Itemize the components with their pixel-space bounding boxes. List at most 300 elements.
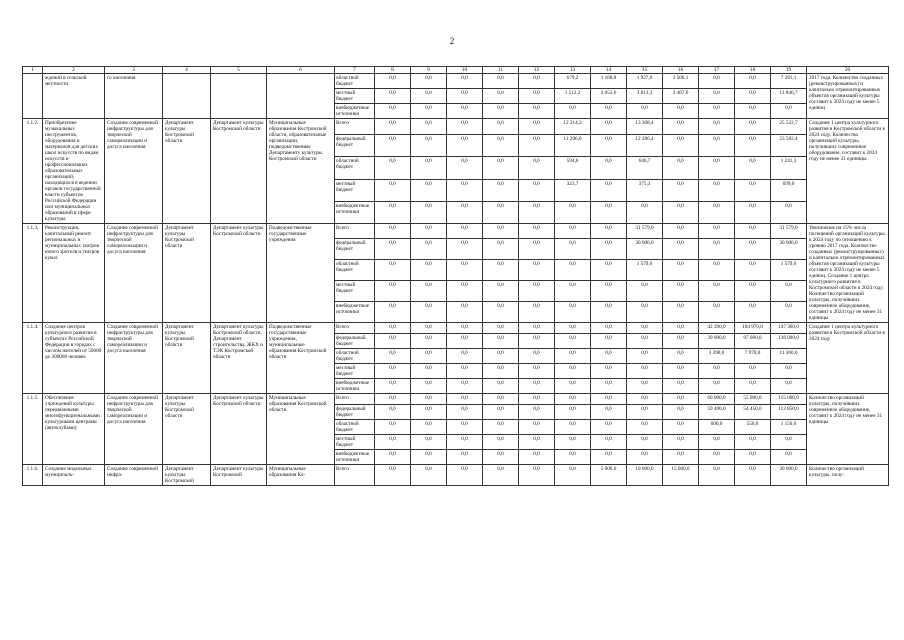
- amount-cell: 0,0: [591, 420, 627, 435]
- column-number: 16: [663, 67, 699, 74]
- result-text: Создание 1 центра культурного развития в Костромской области в 2024 году: [807, 323, 889, 394]
- amount-cell: 0,0: [771, 302, 807, 323]
- column-number: 10: [447, 67, 483, 74]
- measure-name: ждений в сельской местности: [43, 74, 105, 119]
- amount-cell: 0,0: [519, 420, 555, 435]
- table-row: [23, 394, 889, 405]
- budget-table: [22, 66, 889, 486]
- customer-text: Департамент культуры Костромской области: [163, 394, 211, 465]
- executor-text: [211, 74, 267, 119]
- amount-cell: 0,0: [375, 74, 411, 89]
- amount-cell: 375,3: [627, 179, 663, 201]
- funding-source: Всего: [335, 119, 375, 135]
- recipient-text: Подведомственные государственные учреждения, муниципальные образования Костромской области: [267, 323, 335, 394]
- amount-cell: 699,0: [771, 179, 807, 201]
- amount-cell: 0,0: [735, 281, 771, 302]
- amount-cell: 0,0: [411, 323, 447, 334]
- amount-cell: 0,0: [591, 260, 627, 281]
- amount-cell: 0,0: [591, 224, 627, 239]
- amount-cell: 0,0: [519, 179, 555, 201]
- amount-cell: 0,0: [699, 379, 735, 394]
- amount-cell: 0,0: [735, 104, 771, 119]
- amount-cell: 0,0: [663, 119, 699, 135]
- amount-cell: 0,0: [411, 405, 447, 420]
- funding-source: внебюджетные источники: [335, 379, 375, 394]
- amount-cell: 11 846,7: [771, 89, 807, 104]
- amount-cell: 0,0: [519, 135, 555, 157]
- amount-cell: 0,0: [411, 119, 447, 135]
- amount-cell: 0,0: [375, 260, 411, 281]
- column-number: 5: [211, 67, 267, 74]
- amount-cell: 0,0: [375, 450, 411, 465]
- funding-source: Всего: [335, 394, 375, 405]
- amount-cell: 0,0: [771, 364, 807, 379]
- column-number: 17: [699, 67, 735, 74]
- amount-cell: 1 579,0: [627, 260, 663, 281]
- amount-cell: 0,0: [627, 334, 663, 349]
- amount-cell: 0,0: [375, 239, 411, 260]
- amount-cell: 0,0: [663, 405, 699, 420]
- amount-cell: 0,0: [771, 104, 807, 119]
- amount-cell: 0,0: [555, 201, 591, 223]
- amount-cell: 0,0: [591, 379, 627, 394]
- funding-source: местный бюджет: [335, 89, 375, 104]
- amount-cell: 0,0: [555, 260, 591, 281]
- recipient-text: Муниципальные образования Ко-: [267, 465, 335, 486]
- amount-cell: 0,0: [519, 119, 555, 135]
- amount-cell: 0,0: [555, 323, 591, 334]
- amount-cell: 0,0: [735, 379, 771, 394]
- amount-cell: 0,0: [627, 450, 663, 465]
- amount-cell: 0,0: [411, 201, 447, 223]
- amount-cell: 0,0: [483, 364, 519, 379]
- amount-cell: 0,0: [519, 394, 555, 405]
- column-number: 1: [23, 67, 43, 74]
- amount-cell: 0,0: [555, 435, 591, 450]
- amount-cell: 42 390,0: [699, 323, 735, 334]
- amount-cell: 0,0: [375, 224, 411, 239]
- amount-cell: 0,0: [411, 364, 447, 379]
- amount-cell: 0,0: [627, 302, 663, 323]
- amount-cell: 0,0: [519, 405, 555, 420]
- amount-cell: 0,0: [519, 435, 555, 450]
- amount-cell: 0,0: [519, 260, 555, 281]
- amount-cell: 0,0: [699, 465, 735, 486]
- amount-cell: 0,0: [591, 364, 627, 379]
- amount-cell: 0,0: [555, 379, 591, 394]
- column-number: 3: [105, 67, 163, 74]
- amount-cell: 550,0: [735, 420, 771, 435]
- amount-cell: 0,0: [375, 104, 411, 119]
- amount-cell: 0,0: [483, 157, 519, 179]
- page-number: 2: [449, 36, 455, 46]
- amount-cell: 0,0: [447, 302, 483, 323]
- result-text: Количество организаций культуры, полу-: [807, 465, 889, 486]
- amount-cell: 0,0: [411, 379, 447, 394]
- amount-cell: 0,0: [735, 364, 771, 379]
- amount-cell: 0,0: [555, 239, 591, 260]
- amount-cell: 136 000,0: [771, 334, 807, 349]
- recipient-text: Муниципальные образования Костромской области, образовательные организации, подведомственные Департаменту культуры Костромской области: [267, 119, 335, 224]
- amount-cell: 0,0: [447, 201, 483, 223]
- amount-cell: 0,0: [591, 394, 627, 405]
- amount-cell: 3 390,0: [699, 349, 735, 364]
- table-row: [23, 119, 889, 135]
- amount-cell: 0,0: [447, 135, 483, 157]
- table-row: [23, 323, 889, 334]
- amount-cell: 0,0: [591, 135, 627, 157]
- funding-source: областной бюджет: [335, 74, 375, 89]
- amount-cell: 0,0: [375, 323, 411, 334]
- amount-cell: 0,0: [375, 89, 411, 104]
- recipient-text: Подведомственные государственные учреждения: [267, 224, 335, 323]
- amount-cell: 0,0: [735, 89, 771, 104]
- amount-cell: 0,0: [483, 260, 519, 281]
- amount-cell: 0,0: [483, 405, 519, 420]
- task-text: Создание современной инфраструктуры для творческой самореализации и досуга населения: [105, 119, 163, 224]
- amount-cell: 30 000,0: [771, 239, 807, 260]
- amount-cell: 0,0: [375, 394, 411, 405]
- amount-cell: 0,0: [663, 239, 699, 260]
- recipient-text: Муниципальные образования Костромской области: [267, 394, 335, 465]
- amount-cell: 0,0: [519, 74, 555, 89]
- amount-cell: 0,0: [591, 323, 627, 334]
- amount-cell: 0,0: [555, 465, 591, 486]
- amount-cell: 0,0: [483, 104, 519, 119]
- amount-cell: 0,0: [591, 450, 627, 465]
- task-text: Создание современной инфра-: [105, 465, 163, 486]
- amount-cell: 0,0: [699, 201, 735, 223]
- amount-cell: 0,0: [483, 465, 519, 486]
- amount-cell: 0,0: [699, 435, 735, 450]
- amount-cell: 0,0: [411, 394, 447, 405]
- amount-cell: 0,0: [375, 420, 411, 435]
- amount-cell: 0,0: [483, 224, 519, 239]
- result-text: 2017 года. Количество созданных (реконструированных) и капитально отремонтированных объектов организаций культуры составит к 2024 году не менее 5 единиц: [807, 74, 889, 119]
- amount-cell: 0,0: [699, 104, 735, 119]
- amount-cell: 60 000,0: [699, 394, 735, 405]
- amount-cell: 1 512,2: [555, 89, 591, 104]
- amount-cell: 0,0: [483, 89, 519, 104]
- amount-cell: 1 168,8: [591, 74, 627, 89]
- amount-cell: 0,0: [411, 89, 447, 104]
- amount-cell: 0,0: [519, 201, 555, 223]
- executor-text: Департамент культуры Костромской области: [211, 224, 267, 323]
- amount-cell: 7 970,0: [735, 349, 771, 364]
- amount-cell: 0,0: [411, 224, 447, 239]
- task-text: Создание современной инфраструктуры для творческой самореализации и досуга населения: [105, 323, 163, 394]
- column-number: 2: [43, 67, 105, 74]
- amount-cell: 10 000,0: [627, 465, 663, 486]
- amount-cell: 0,0: [483, 334, 519, 349]
- measure-number: 1.1.5.: [23, 394, 43, 465]
- amount-cell: 0,0: [519, 450, 555, 465]
- amount-cell: 0,0: [447, 394, 483, 405]
- amount-cell: 0,0: [411, 157, 447, 179]
- amount-cell: 0,0: [627, 420, 663, 435]
- funding-source: федеральный бюджет: [335, 334, 375, 349]
- amount-cell: 0,0: [411, 435, 447, 450]
- amount-cell: 0,0: [555, 349, 591, 364]
- amount-cell: 0,0: [447, 323, 483, 334]
- measure-name: Создание центров культурного развития в субъектах Российской Федерации в городах с числом жителей от 50000 до 300000 человек: [43, 323, 105, 394]
- amount-cell: 0,0: [483, 179, 519, 201]
- amount-cell: 0,0: [663, 435, 699, 450]
- executor-text: Департамент культуры Костромской области: [211, 119, 267, 224]
- amount-cell: 0,0: [699, 450, 735, 465]
- funding-source: внебюджетные источники: [335, 104, 375, 119]
- amount-cell: 0,0: [663, 323, 699, 334]
- amount-cell: 594,6: [555, 157, 591, 179]
- amount-cell: 54 450,0: [735, 405, 771, 420]
- amount-cell: 0,0: [699, 224, 735, 239]
- amount-cell: 55 000,0: [735, 394, 771, 405]
- amount-cell: 0,0: [591, 405, 627, 420]
- amount-cell: 0,0: [627, 323, 663, 334]
- column-number: 14: [591, 67, 627, 74]
- amount-cell: 0,0: [375, 435, 411, 450]
- recipient-text: [267, 74, 335, 119]
- amount-cell: 0,0: [699, 89, 735, 104]
- amount-cell: 1 150,0: [771, 420, 807, 435]
- amount-cell: 0,0: [447, 104, 483, 119]
- amount-cell: 0,0: [483, 281, 519, 302]
- customer-text: [163, 74, 211, 119]
- customer-text: Департамент культуры Костромской области: [163, 323, 211, 394]
- amount-cell: 0,0: [699, 260, 735, 281]
- funding-source: областной бюджет: [335, 349, 375, 364]
- amount-cell: 0,0: [699, 179, 735, 201]
- measure-number: 1.1.2.: [23, 119, 43, 224]
- funding-source: Всего: [335, 465, 375, 486]
- amount-cell: 0,0: [483, 435, 519, 450]
- amount-cell: 0,0: [375, 119, 411, 135]
- amount-cell: 0,0: [591, 157, 627, 179]
- result-text: Количество организаций культуры, получивших современное оборудование, составит к 2024 году не менее 31 единицы: [807, 394, 889, 465]
- amount-cell: 0,0: [447, 281, 483, 302]
- amount-cell: 15 000,0: [663, 465, 699, 486]
- amount-cell: 0,0: [735, 260, 771, 281]
- amount-cell: 1 241,3: [771, 157, 807, 179]
- amount-cell: 39 000,0: [699, 334, 735, 349]
- amount-cell: 0,0: [735, 224, 771, 239]
- amount-cell: 0,0: [411, 135, 447, 157]
- amount-cell: 0,0: [735, 135, 771, 157]
- customer-text: Департамент культуры Костромской: [163, 465, 211, 486]
- amount-cell: 0,0: [411, 104, 447, 119]
- amount-cell: 0,0: [519, 104, 555, 119]
- amount-cell: 0,0: [411, 334, 447, 349]
- task-text: Создание современной инфраструктуры для творческой самореализации и досуга населения: [105, 224, 163, 323]
- funding-source: местный бюджет: [335, 364, 375, 379]
- amount-cell: 0,0: [447, 334, 483, 349]
- amount-cell: 0,0: [663, 364, 699, 379]
- funding-source: областной бюджет: [335, 260, 375, 281]
- amount-cell: 0,0: [627, 394, 663, 405]
- column-number: 19: [771, 67, 807, 74]
- amount-cell: 0,0: [447, 89, 483, 104]
- executor-text: Департамент культуры Костромской: [211, 465, 267, 486]
- amount-cell: 323,7: [555, 179, 591, 201]
- amount-cell: 0,0: [699, 302, 735, 323]
- amount-cell: 0,0: [447, 119, 483, 135]
- amount-cell: 0,0: [591, 435, 627, 450]
- amount-cell: 0,0: [375, 334, 411, 349]
- amount-cell: 0,0: [735, 465, 771, 486]
- amount-cell: 0,0: [663, 349, 699, 364]
- amount-cell: 0,0: [663, 135, 699, 157]
- amount-cell: 0,0: [411, 74, 447, 89]
- amount-cell: 0,0: [375, 379, 411, 394]
- amount-cell: 0,0: [591, 281, 627, 302]
- amount-cell: 0,0: [771, 201, 807, 223]
- funding-source: федеральный бюджет: [335, 405, 375, 420]
- amount-cell: 0,0: [519, 379, 555, 394]
- amount-cell: 0,0: [447, 224, 483, 239]
- amount-cell: 31 579,0: [627, 224, 663, 239]
- amount-cell: 0,0: [735, 157, 771, 179]
- amount-cell: 11 360,0: [771, 349, 807, 364]
- amount-cell: 0,0: [627, 281, 663, 302]
- amount-cell: 0,0: [375, 179, 411, 201]
- funding-source: федеральный бюджет: [335, 239, 375, 260]
- amount-cell: 0,0: [699, 157, 735, 179]
- amount-cell: 0,0: [555, 104, 591, 119]
- amount-cell: 1 927,0: [627, 74, 663, 89]
- amount-cell: 0,0: [555, 394, 591, 405]
- amount-cell: 0,0: [375, 302, 411, 323]
- amount-cell: 0,0: [699, 135, 735, 157]
- amount-cell: 0,0: [483, 74, 519, 89]
- measure-name: Обеспечение учреждений культуры передвижными многофункциональными культурными центрами (автоклубами): [43, 394, 105, 465]
- column-number: 13: [555, 67, 591, 74]
- column-number: 11: [483, 67, 519, 74]
- amount-cell: 0,0: [663, 157, 699, 179]
- amount-cell: 0,0: [735, 74, 771, 89]
- table-row: [23, 74, 889, 89]
- amount-cell: 0,0: [735, 119, 771, 135]
- amount-cell: 12 286,4: [627, 135, 663, 157]
- column-number: 9: [411, 67, 447, 74]
- amount-cell: 0,0: [555, 281, 591, 302]
- executor-text: Департамент культуры Костромской области: [211, 394, 267, 465]
- amount-cell: 0,0: [519, 239, 555, 260]
- amount-cell: 0,0: [699, 74, 735, 89]
- amount-cell: 0,0: [663, 302, 699, 323]
- column-number: 12: [519, 67, 555, 74]
- amount-cell: 104 970,0: [735, 323, 771, 334]
- amount-cell: 113 850,0: [771, 405, 807, 420]
- amount-cell: 0,0: [591, 349, 627, 364]
- amount-cell: 0,0: [627, 349, 663, 364]
- amount-cell: 0,0: [519, 157, 555, 179]
- funding-source: внебюджетные источники: [335, 302, 375, 323]
- amount-cell: 0,0: [591, 201, 627, 223]
- column-number: 4: [163, 67, 211, 74]
- column-number: 8: [375, 67, 411, 74]
- amount-cell: 0,0: [447, 420, 483, 435]
- amount-cell: 0,0: [411, 281, 447, 302]
- amount-cell: 0,0: [663, 450, 699, 465]
- amount-cell: 0,0: [591, 334, 627, 349]
- funding-source: федеральный бюджет: [335, 135, 375, 157]
- amount-cell: 0,0: [483, 379, 519, 394]
- amount-cell: 0,0: [411, 302, 447, 323]
- amount-cell: 0,0: [663, 420, 699, 435]
- amount-cell: 0,0: [663, 104, 699, 119]
- amount-cell: 0,0: [411, 260, 447, 281]
- amount-cell: 12 214,3: [555, 119, 591, 135]
- funding-source: местный бюджет: [335, 281, 375, 302]
- column-number: 6: [267, 67, 335, 74]
- amount-cell: 0,0: [699, 239, 735, 260]
- amount-cell: 0,0: [699, 281, 735, 302]
- task-text: Создание современной инфраструктуры для творческой самореализации и досуга населения: [105, 394, 163, 465]
- task-text: го населения: [105, 74, 163, 119]
- amount-cell: 0,0: [411, 420, 447, 435]
- amount-cell: 0,0: [735, 435, 771, 450]
- amount-cell: 0,0: [555, 364, 591, 379]
- amount-cell: 97 000,0: [735, 334, 771, 349]
- amount-cell: 0,0: [735, 450, 771, 465]
- amount-cell: 0,0: [447, 450, 483, 465]
- amount-cell: 0,0: [519, 224, 555, 239]
- amount-cell: 0,0: [519, 281, 555, 302]
- amount-cell: 25 522,7: [771, 119, 807, 135]
- column-number: 15: [627, 67, 663, 74]
- amount-cell: 0,0: [375, 465, 411, 486]
- customer-text: Департамент культуры Костромской области: [163, 119, 211, 224]
- amount-cell: 0,0: [411, 179, 447, 201]
- amount-cell: 0,0: [519, 323, 555, 334]
- amount-cell: 600,0: [699, 420, 735, 435]
- column-number: 18: [735, 67, 771, 74]
- amount-cell: 0,0: [375, 349, 411, 364]
- column-number: 7: [335, 67, 375, 74]
- measure-number: 1.1.4.: [23, 323, 43, 394]
- amount-cell: 0,0: [771, 450, 807, 465]
- amount-cell: 0,0: [447, 179, 483, 201]
- measure-name: Создание модельных муниципаль-: [43, 465, 105, 486]
- amount-cell: 0,0: [375, 157, 411, 179]
- table-row: [23, 224, 889, 239]
- measure-name: Реконструкция, капитальный ремонт региональных и муниципальных театров юного зрителя и театров кукол: [43, 224, 105, 323]
- amount-cell: 0,0: [699, 119, 735, 135]
- measure-name: Приобретение музыкальных инструментов, оборудования и материалов для детских школ искусств по видам искусств и профессиональных образовательных организаций, находящихся в ведении органов государственной власти субъектов Российской Федерации или муниципальных образований в сфере культуры: [43, 119, 105, 224]
- amount-cell: 0,0: [627, 405, 663, 420]
- amount-cell: 0,0: [591, 179, 627, 201]
- amount-cell: 30 000,0: [627, 239, 663, 260]
- amount-cell: 0,0: [735, 179, 771, 201]
- amount-cell: 0,0: [735, 302, 771, 323]
- funding-source: местный бюджет: [335, 435, 375, 450]
- executor-text: Департамент культуры Костромской области, Департамент строительства, ЖКХ и ТЭК Костромской области: [211, 323, 267, 394]
- amount-cell: 0,0: [519, 89, 555, 104]
- amount-cell: 0,0: [519, 349, 555, 364]
- amount-cell: 0,0: [519, 302, 555, 323]
- amount-cell: 0,0: [411, 450, 447, 465]
- amount-cell: 0,0: [375, 364, 411, 379]
- amount-cell: 0,0: [555, 302, 591, 323]
- amount-cell: 0,0: [555, 450, 591, 465]
- amount-cell: 0,0: [663, 224, 699, 239]
- amount-cell: 0,0: [375, 135, 411, 157]
- amount-cell: 11 296,0: [555, 135, 591, 157]
- amount-cell: 0,0: [627, 104, 663, 119]
- amount-cell: 0,0: [483, 302, 519, 323]
- amount-cell: 646,7: [627, 157, 663, 179]
- amount-cell: 0,0: [411, 465, 447, 486]
